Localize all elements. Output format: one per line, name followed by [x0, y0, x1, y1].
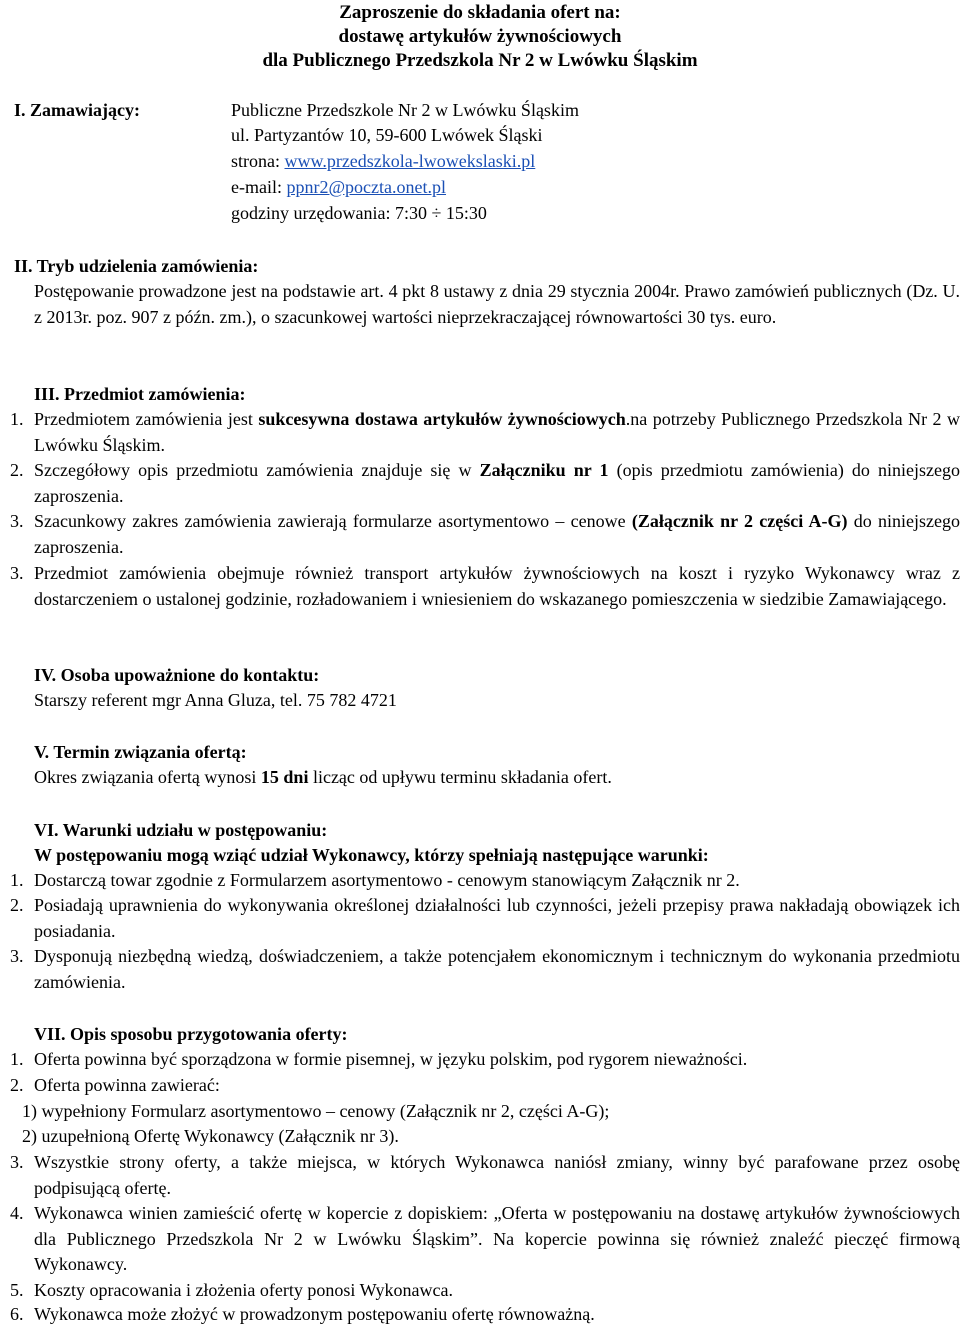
item-number: 3. [10, 946, 24, 966]
item-number: 3. [10, 1152, 24, 1172]
item-number: 4. [10, 1203, 24, 1223]
item-number: 3. [10, 563, 24, 583]
binding-period-text [34, 765, 612, 791]
item-text: Koszty opracowania i złożenia oferty ponosi Wykonawca. [34, 1280, 453, 1300]
item-text: Posiadają uprawnienia do wykonywania określonej działalności lub czynności, jeżeli przepisy prawa nakładają obowiązek ich posiadania. [34, 895, 960, 941]
document-title-line-3: dla Publicznego Przedszkola Nr 2 w Lwówku Śląskim [262, 50, 698, 71]
item-text: Przedmiot zamówienia obejmuje również transport artykułów żywnościowych na koszt i ryzyko Wykonawcy wraz z dostarczeniem o ustalonej godzinie, rozładowaniem i wniesieniem do wskazanego pomieszczenia w siedzibie Zamawiającego. [34, 563, 960, 609]
item-text-end: (opis przedmiotu zamówienia) do niniejszego zaproszenia. [34, 460, 960, 506]
document-title-line-1: Zaproszenie do składania ofert na: [339, 2, 621, 23]
website-row [231, 149, 535, 175]
email-label: e-mail: [231, 177, 287, 197]
item-text: Wykonawca może złożyć w prowadzonym postępowaniu ofertę równoważną. [34, 1304, 595, 1324]
website-link[interactable]: www.przedszkola-lwowekslaski.pl [284, 151, 536, 171]
section-6-heading: VI. Warunki udziału w postępowaniu: [34, 820, 328, 840]
item-text: Szczegółowy opis przedmiotu zamówienia znajduje się w [34, 460, 480, 480]
section-2-heading: II. Tryb udzielenia zamówienia: [14, 256, 259, 276]
email-row [231, 175, 446, 201]
contact-person: Starszy referent mgr Anna Gluza, tel. 75 782 4721 [34, 690, 397, 710]
item-text-end: .na potrzeby Publicznego Przedszkola Nr 2 w Lwówku Śląskim. [34, 409, 960, 455]
section-6-subheading: W postępowaniu mogą wziąć udział Wykonawcy, którzy spełniają następujące warunki: [34, 845, 709, 865]
item-number: 5. [10, 1280, 24, 1300]
item-text: Przedmiotem zamówienia jest [34, 409, 259, 429]
website-label: strona: [231, 151, 285, 171]
binding-period-days: 15 dni [260, 767, 309, 787]
item-number: 1. [10, 870, 24, 890]
email-link[interactable]: ppnr2@poczta.onet.pl [286, 177, 447, 197]
section-1-heading: I. Zamawiający: [14, 100, 140, 120]
item-text: Dostarczą towar zgodnie z Formularzem asortymentowo - cenowym stanowiącym Załącznik nr 2. [34, 870, 740, 890]
item-number: 2. [10, 895, 24, 915]
binding-period-text-a: Okres związania ofertą wynosi [34, 767, 261, 787]
item-number: 2. [10, 460, 24, 480]
document-title-line-2: dostawę artykułów żywnościowych [338, 26, 622, 47]
item-number: 1. [10, 1049, 24, 1069]
section-7-sub-item-1: 1) wypełniony Formularz asortymentowo – cenowy (Załącznik nr 2, części A-G); [22, 1101, 610, 1121]
item-text: Oferta powinna być sporządzona w formie pisemnej, w języku polskim, pod rygorem nieważności. [34, 1049, 748, 1069]
item-number: 3. [10, 511, 24, 531]
section-7-sub-item-2: 2) uzupełnioną Ofertę Wykonawcy (Załącznik nr 3). [22, 1126, 399, 1146]
section-3-heading: III. Przedmiot zamówienia: [34, 384, 246, 404]
item-text-end: do niniejszego zaproszenia. [34, 511, 960, 557]
item-text: Oferta powinna zawierać: [34, 1075, 220, 1095]
contracting-authority-address: ul. Partyzantów 10, 59-600 Lwówek Śląski [231, 125, 543, 145]
contracting-authority-name: Publiczne Przedszkole Nr 2 w Lwówku Śląskim [231, 100, 579, 120]
section-5-heading: V. Termin związania ofertą: [34, 742, 247, 762]
item-number: 6. [10, 1304, 24, 1324]
item-bold-text: (Załącznik nr 2 części A-G) [631, 511, 848, 531]
item-bold-text: Załączniku nr 1 [479, 460, 609, 480]
section-7-heading: VII. Opis sposobu przygotowania oferty: [34, 1024, 348, 1044]
item-text: Wykonawca winien zamieścić ofertę w kopercie z dopiskiem: „Oferta w postępowaniu na dostawę artykułów żywnościowych dla Publicznego Przedszkola Nr 2 w Lwówku Śląskim”. Na kopercie powinna się również znaleźć pieczęć firmową Wykonawcy. [34, 1203, 960, 1274]
section-4-heading: IV. Osoba upoważnione do kontaktu: [34, 665, 320, 685]
item-text: Wszystkie strony oferty, a także miejsca, w których Wykonawca naniósł zmiany, winny być parafowane przez osobę podpisującą ofertę. [34, 1152, 960, 1198]
item-text: Dysponują niezbędną wiedzą, doświadczeniem, a także potencjałem ekonomicznym i technicznym do wykonania przedmiotu zamówienia. [34, 946, 960, 992]
office-hours: godziny urzędowania: 7:30 ÷ 15:30 [231, 203, 487, 223]
section-2-text: Postępowanie prowadzone jest na podstawie art. 4 pkt 8 ustawy z dnia 29 stycznia 2004r. Prawo zamówień publicznych (Dz. U. z 2013r. poz. 907 z późn. zm.), o szacunkowej wartości nieprzekraczającej równowartości 30 tys. euro. [34, 281, 960, 327]
item-number: 2. [10, 1075, 24, 1095]
binding-period-text-c: licząc od upływu terminu składania ofert. [308, 767, 612, 787]
item-number: 1. [10, 409, 24, 429]
item-bold-text: sukcesywna dostawa artykułów żywnościowych [258, 409, 626, 429]
item-text: Szacunkowy zakres zamówienia zawierają formularze asortymentowo – cenowe [34, 511, 632, 531]
